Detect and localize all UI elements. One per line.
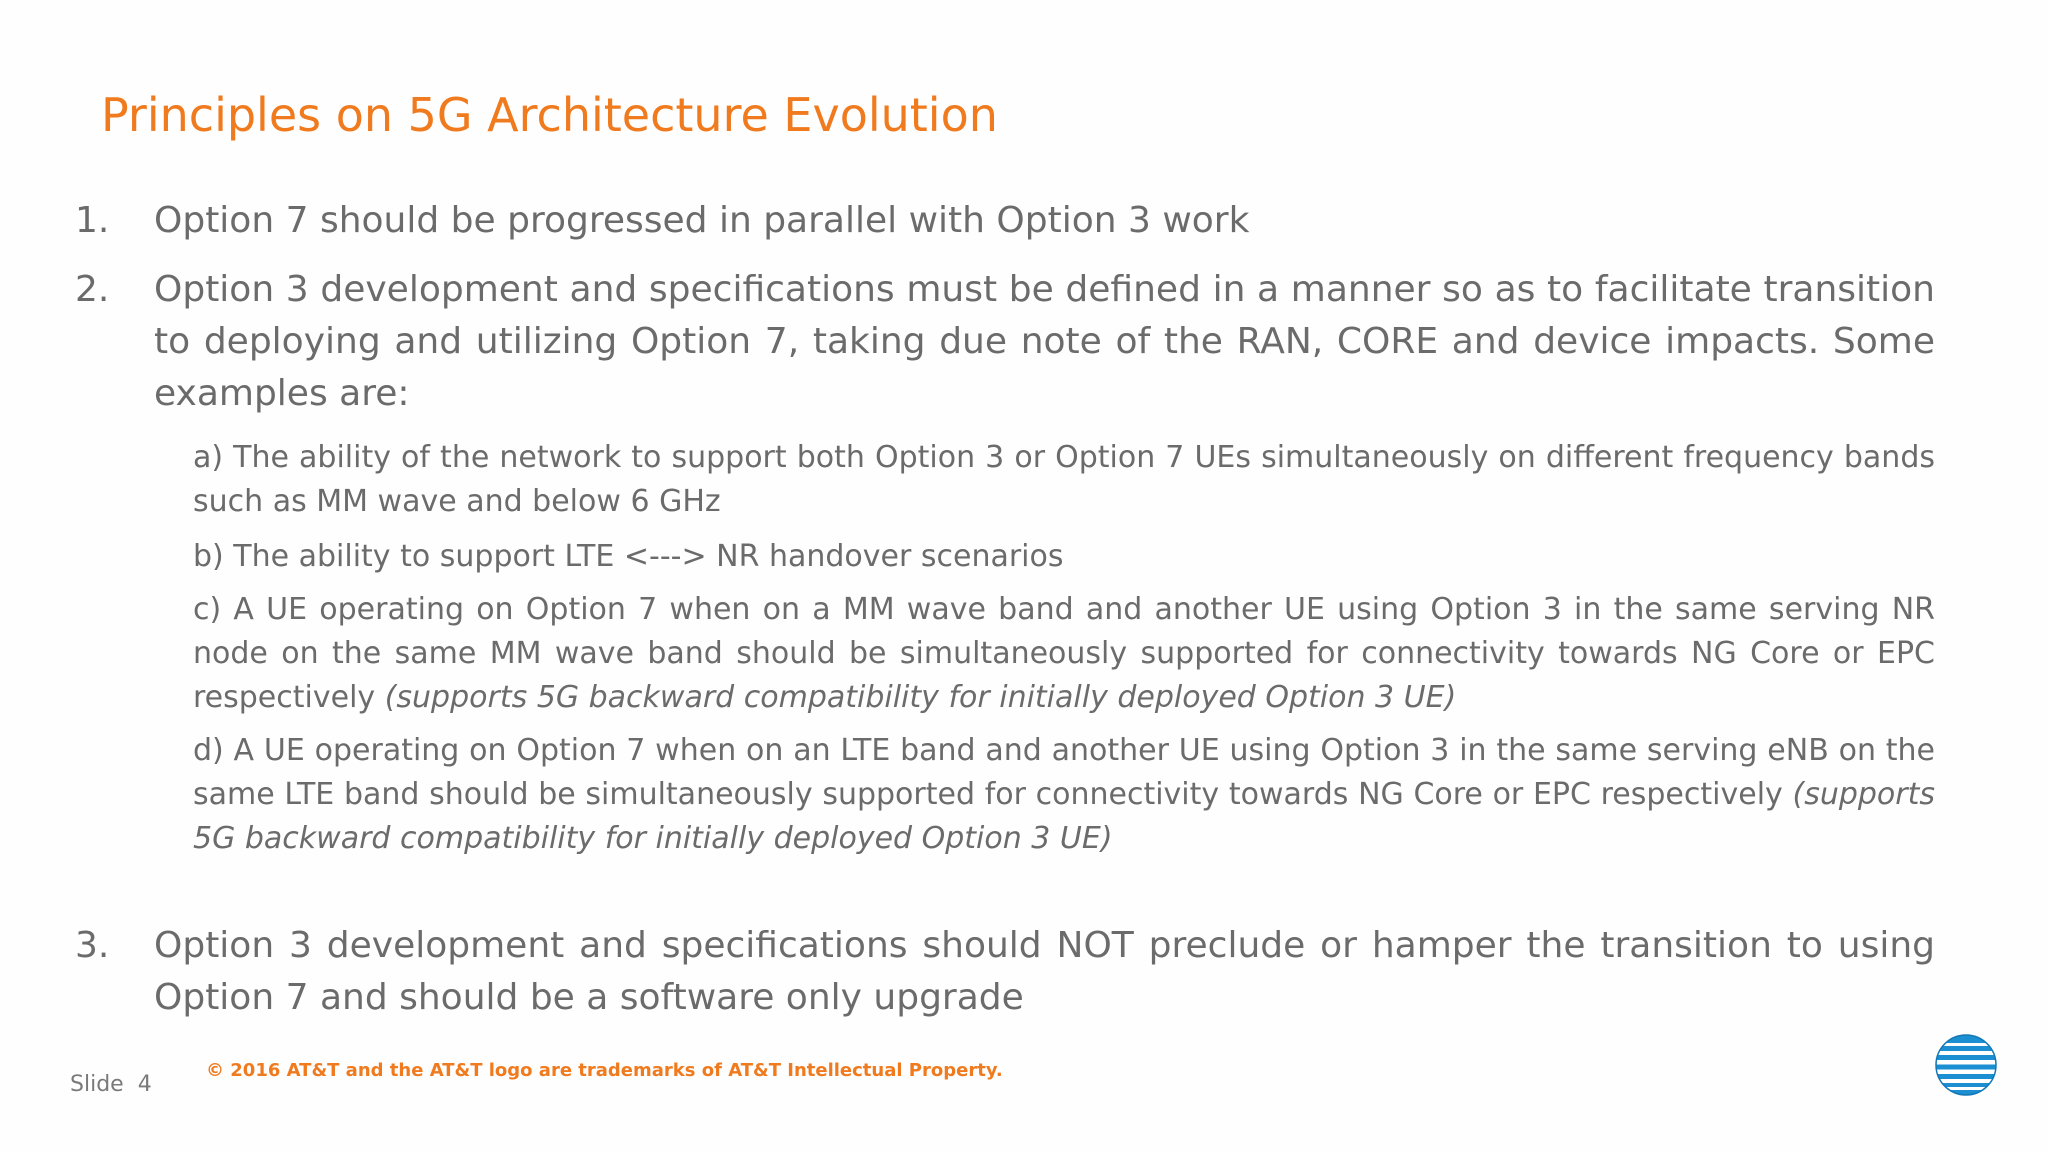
sub-item-italic-note: (supports 5G backward compatibility for initially deployed Option 3 UE) [193,777,1935,856]
copyright-notice: © 2016 AT&T and the AT&T logo are trademarks of AT&T Intellectual Property. [206,1060,1003,1081]
slide-label: Slide [70,1072,124,1097]
slide-number-footer [70,1072,152,1097]
sub-item-text: a) The ability of the network to support both Option 3 or Option 7 UEs simultaneously on different frequency bands such as MM wave and below 6 GHz [193,440,1935,519]
list-item-number: 2. [75,269,110,310]
sub-item-b [193,535,1935,579]
sub-item-text: d) A UE operating on Option 7 when on an LTE band and another UE using Option 3 in the same serving eNB on the same LTE band should be simultaneously supported for connectivity towards NG Core or EPC respectively [193,733,1935,812]
att-globe-icon [1934,1033,1998,1097]
sub-item-d [193,729,1935,861]
list-item-text: Option 7 should be progressed in parallel with Option 3 work [154,200,1250,241]
sub-item-text: b) The ability to support LTE <---> NR handover scenarios [193,539,1064,574]
sub-item-a [193,436,1935,524]
list-item-3 [75,920,1935,1024]
list-item-text: Option 3 development and specifications should NOT preclude or hamper the transition to using Option 7 and should be a software only upgrade [154,925,1935,1018]
sub-item-text: c) A UE operating on Option 7 when on a MM wave band and another UE using Option 3 in the same serving NR node on the same MM wave band should be simultaneously supported for connectivity towards NG Core or EPC respectively [193,592,1935,715]
list-item-number: 1. [75,200,110,241]
sub-item-c [193,588,1935,720]
list-item-number: 3. [75,925,110,966]
slide-number: 4 [137,1072,152,1097]
slide-title: Principles on 5G Architecture Evolution [101,88,998,142]
list-item-text: Option 3 development and specifications must be defined in a manner so as to facilitate transition to deploying and utilizing Option 7, taking due note of the RAN, CORE and device impacts. Some examples are: [154,269,1935,414]
list-item-1 [75,195,1935,247]
sub-item-italic-note: (supports 5G backward compatibility for initially deployed Option 3 UE) [384,680,1457,715]
list-item-2 [75,264,1935,420]
